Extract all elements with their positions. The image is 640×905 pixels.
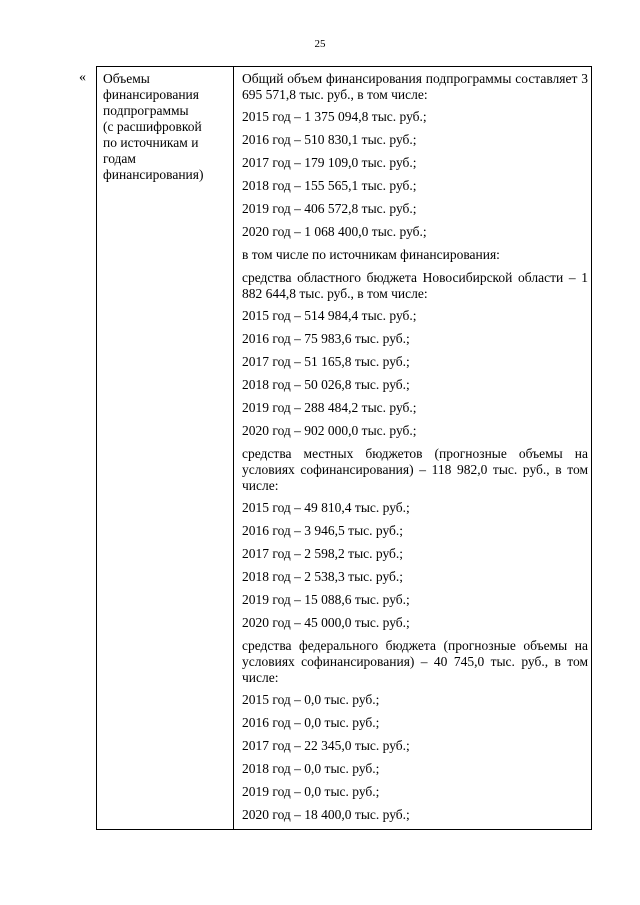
page-number: 25 [314, 38, 326, 50]
local-year-item: 2018 год – 2 538,3 тыс. руб.; [242, 569, 404, 584]
regional-year-item: 2020 год – 902 000,0 тыс. руб.; [242, 423, 417, 438]
federal-budget-paragraph: средства федерального бюджета (прогнозные объемы на условиях софинансирования) – 40 745,0 тыс. руб., в том числе: [242, 638, 588, 685]
row-label-line: по источникам и [103, 135, 199, 150]
total-year-item: 2020 год – 1 068 400,0 тыс. руб.; [242, 224, 427, 239]
local-year-item: 2020 год – 45 000,0 тыс. руб.; [242, 615, 410, 630]
row-label-cell [103, 71, 231, 183]
federal-year-item: 2015 год – 0,0 тыс. руб.; [242, 692, 380, 707]
row-label-line: (с расшифровкой [103, 119, 202, 134]
total-financing-paragraph: Общий объем финансирования подпрограммы составляет 3 695 571,8 тыс. руб., в том числе: [242, 71, 588, 102]
total-year-item: 2018 год – 155 565,1 тыс. руб.; [242, 178, 417, 193]
local-year-item: 2015 год – 49 810,4 тыс. руб.; [242, 500, 410, 515]
row-label-line: финансирования [103, 87, 199, 102]
row-label-line: Объемы [103, 71, 150, 86]
regional-year-item: 2015 год – 514 984,4 тыс. руб.; [242, 308, 417, 323]
regional-year-item: 2016 год – 75 983,6 тыс. руб.; [242, 331, 410, 346]
total-year-item: 2015 год – 1 375 094,8 тыс. руб.; [242, 109, 427, 124]
financing-table [96, 66, 592, 830]
federal-year-item: 2018 год – 0,0 тыс. руб.; [242, 761, 380, 776]
regional-budget-paragraph: средства областного бюджета Новосибирской области – 1 882 644,8 тыс. руб., в том числе: [242, 270, 588, 301]
column-divider [233, 67, 234, 829]
local-year-item: 2019 год – 15 088,6 тыс. руб.; [242, 592, 410, 607]
local-year-item: 2017 год – 2 598,2 тыс. руб.; [242, 546, 404, 561]
financing-details-cell [242, 71, 588, 830]
opening-quote-mark: « [79, 70, 86, 85]
federal-year-item: 2017 год – 22 345,0 тыс. руб.; [242, 738, 410, 753]
federal-year-item: 2020 год – 18 400,0 тыс. руб.; [242, 807, 410, 822]
row-label-line: подпрограммы [103, 103, 189, 118]
local-year-item: 2016 год – 3 946,5 тыс. руб.; [242, 523, 404, 538]
federal-year-item: 2019 год – 0,0 тыс. руб.; [242, 784, 380, 799]
total-year-item: 2019 год – 406 572,8 тыс. руб.; [242, 201, 417, 216]
total-year-item: 2016 год – 510 830,1 тыс. руб.; [242, 132, 417, 147]
regional-year-item: 2017 год – 51 165,8 тыс. руб.; [242, 354, 410, 369]
row-label-line: годам [103, 151, 136, 166]
federal-year-item: 2016 год – 0,0 тыс. руб.; [242, 715, 380, 730]
row-label-line: финансирования) [103, 167, 204, 182]
total-year-item: 2017 год – 179 109,0 тыс. руб.; [242, 155, 417, 170]
by-source-heading: в том числе по источникам финансирования: [242, 247, 500, 262]
regional-year-item: 2018 год – 50 026,8 тыс. руб.; [242, 377, 410, 392]
local-budget-paragraph: средства местных бюджетов (прогнозные объемы на условиях софинансирования) – 118 982,0 тыс. руб., в том числе: [242, 446, 588, 493]
regional-year-item: 2019 год – 288 484,2 тыс. руб.; [242, 400, 417, 415]
